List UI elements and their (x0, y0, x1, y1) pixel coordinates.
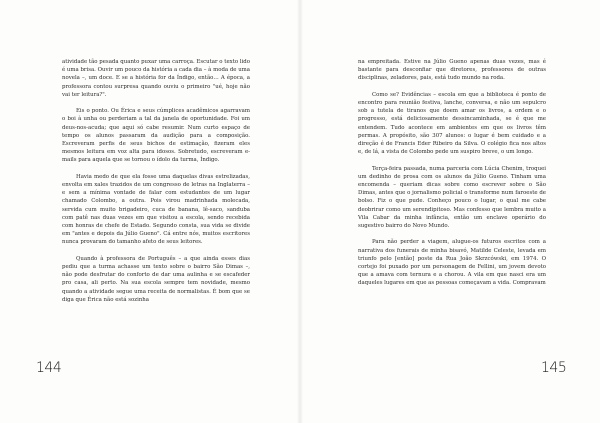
paragraph: Havia medo de que ela fosse uma daquelas divas estrelizadas, envolta em xales trazidos de um congresso de letras na Inglaterra – e sem a mínima vontade de falar com estudantes de um lugar chamado Colombo, a outra. Pois virou madrinhada molecada, servida cum muito brigadeiro, cuca de banana, lê-saco, sanduba com patê nas duas vezes em que visitou a escola, sendo recebida com honras de chefe de Estado. Segundo consta, sua vida se divide em "antes e depois da Júlio Gueno". Cá entre nós, muitos escritores nunca provaram do tamanho afeto de seus leitores. (62, 173, 250, 246)
paragraph: Como se? Evidências – escola em que a biblioteca é ponto de encontro para reunião festiva, lanche, conversa, e não um sepulcro sob a tutela de tiranos que doem amar os livros, a ordem e o progresso, está deliciosamente dessincaminhada, se é que me entendem. Tudo acontece em ambientes em que os livros têm permas. A propósito, são 307 alunos: o lugar é bem cuidado e a direção é de Francis Eder Ribeiro da Silva. O colégio fica nos altos e, de lá, a vista de Colombo pede um suspiro breve, o um longo. (358, 91, 546, 156)
paragraph: Quando à professora de Português – a que ainda esses dias pediu que a turma achasse um texto sobre o bairro São Dimas –, não pode desfrutar do conforto de dar uma aulinha e se escafeder pro casa, ali perto. Na sua escola sempre tem novidade, mesmo quando a atividade segue uma receita de normalistas. É bom que se diga que Érica não está sozinha (62, 255, 250, 303)
left-text-column (62, 58, 250, 312)
page-number-right: 145 (541, 360, 567, 376)
paragraph: Para não perder a viagem, alugue-os futuros escritos com a narrativa dos funerais de minha bisavó, Matilde Celeste, levada em triunfo pelo [então] poste da Rua João Skrzcówski, em 1974. O cortejo foi puxado por um personagem de Fellini, um jovem devoto que a amava com ternura e a chorou. A vila em que nasci era um daqueles lugares em que as pessoas começavam a vida. Compravam (358, 239, 546, 287)
right-text-column (358, 58, 546, 296)
page-number-left: 144 (36, 360, 62, 376)
book-gutter (297, 0, 303, 423)
paragraph: atividade tão pesada quanto puxar uma carroça. Escutar o texto lido é uma brisa. Ouvir um pouco da história a cada dia – à moda de uma novela –, um doce. E se a história for da Índigo, então… A época, a professora contou surpresa quando ouviu o primeiro "ué, hoje não vai ter leitura?". (62, 59, 250, 98)
paragraph: Eis o ponto. Ou Érica e seus cúmplices acadêmicos agarravam o boi à unha ou perderiam a tal da janela de oportunidade. Foi um deus-nos-acuda; que aqui só cabe resumir. Num curto espaço de tempo os alunos passaram da audição para a composição. Escreveram perfis de seus bichos de estimação, fizeram eles mesmos leitura em voz alta para idosos. Sobretudo, escreveram e-mails para aquela que se tornou o ídolo da turma, Índigo. (62, 108, 250, 164)
paragraph: na empreitada. Estive na Júlio Gueno apenas duas vezes, mas é bastante para desconfiar que diretores, professores de outras disciplinas, zeladores, pais, está tudo mundo na roda. (358, 59, 546, 82)
paragraph: Terça-feira passada, numa parceria com Lúcia Chenim, troquei um dedinho de prosa com os alunos da Júlio Gueno. Tinham uma encomenda – queriam dicas sobre como escrever sobre o São Dimas, antes que o jornalismo policial o transforme num faroeste de bolso. Fiz o que pude. Conheço pouco o lugar, o qual me cabe deobrirar como um serendipitoso. Mas confesso que lembra muito a Vila Cabar da minha infância, então um enclave operário do sugestivo bairro do Novo Mundo. (358, 165, 546, 230)
